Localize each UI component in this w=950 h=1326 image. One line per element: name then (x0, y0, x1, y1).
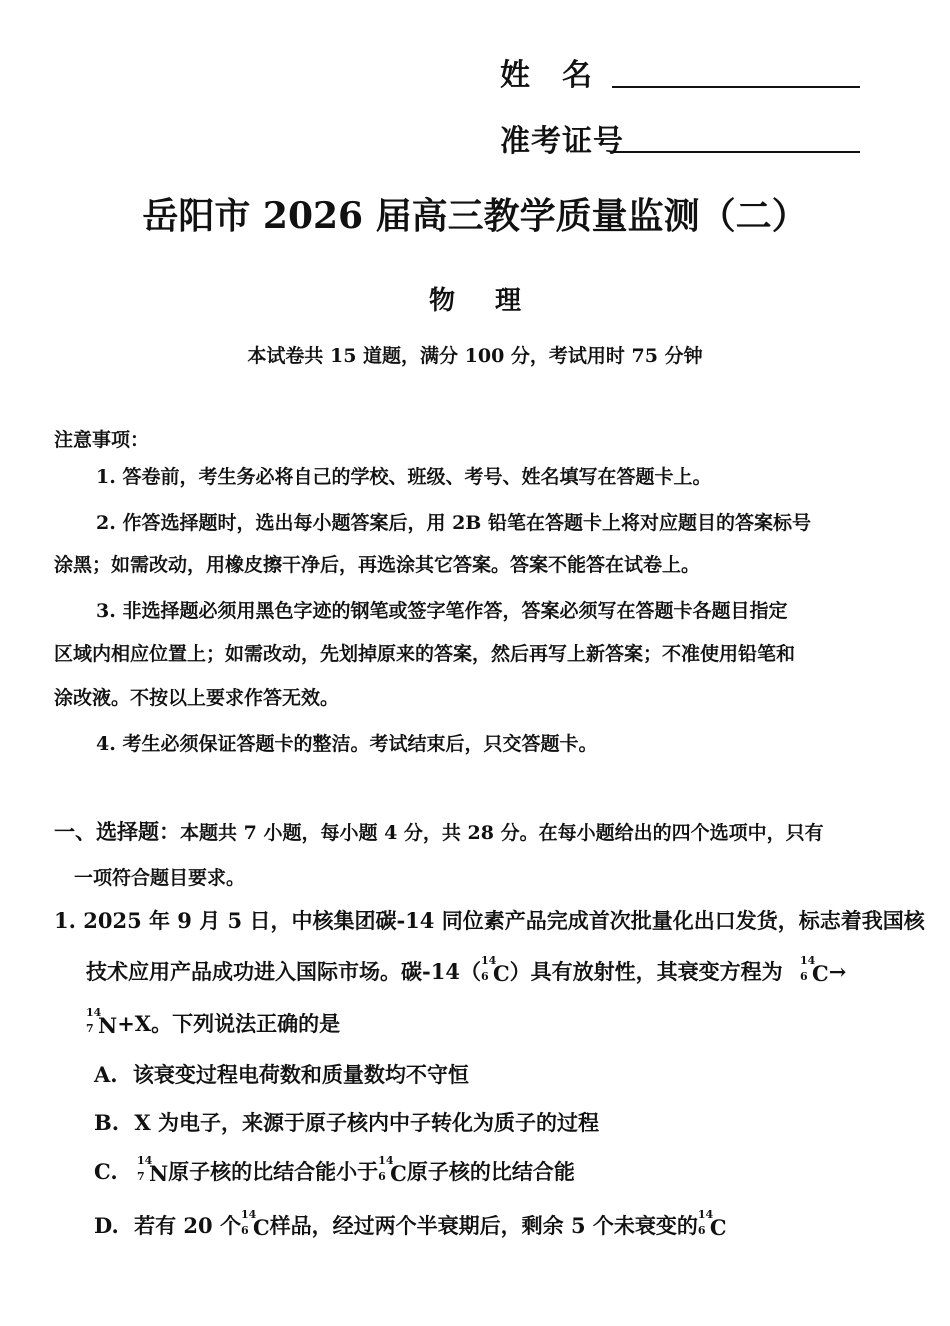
option-c-n14-symbol: N (148, 1161, 169, 1186)
option-d-c14a-symbol: C (252, 1215, 270, 1240)
q1-option-c[interactable] (94, 1154, 575, 1186)
q1-line-3-b: +X。下列说法正确的是 (117, 1011, 341, 1036)
option-c-c14-symbol: C (390, 1161, 407, 1186)
q1-option-a[interactable] (94, 1061, 469, 1089)
note-2-line-2: 涂黑；如需改动，用橡皮擦干净后，再选涂其它答案。答案不能答在试卷上。 (54, 554, 701, 576)
option-c-n14 (136, 1154, 169, 1186)
option-c-n14-mass: 14 (136, 1154, 153, 1167)
q1-line-1: 1. 2025 年 9 月 5 日，中核集团碳-14 同位素产品完成首次批量化出口发货，标志着我国核 (54, 908, 925, 933)
c14-symbol: C (492, 961, 510, 986)
option-d-text-a: 若有 20 个 (134, 1213, 241, 1238)
n14-symbol: N (98, 1013, 118, 1038)
notes-heading: 注意事项： (54, 429, 150, 451)
exam-info: 本试卷共 15 道题，满分 100 分，考试用时 75 分钟 (247, 345, 703, 367)
q1-line-2-b: ）具有放射性，其衰变方程为 (509, 959, 783, 984)
option-d-c14a-atomic: 6 (240, 1224, 249, 1237)
c14-isotope-equation (799, 954, 829, 986)
option-d-c14-b (697, 1208, 727, 1240)
n14-isotope (86, 1006, 118, 1038)
note-3-line-3: 涂改液。不按以上要求作答无效。 (54, 687, 340, 709)
c14-atomic: 6 (480, 970, 489, 983)
note-4-line-1: 4. 考生必须保证答题卡的整洁。考试结束后，只交答题卡。 (96, 733, 598, 755)
option-a-label: A. (94, 1062, 118, 1087)
q1-line-2 (86, 954, 847, 986)
note-3-line-2: 区域内相应位置上；如需改动，先划掉原来的答案，然后再写上新答案；不准使用铅笔和 (54, 643, 796, 665)
c14-eq-atomic: 6 (799, 970, 808, 983)
option-d-text-b: 样品，经过两个半衰期后，剩余 5 个未衰变的 (269, 1213, 698, 1238)
option-b-label: B. (94, 1110, 120, 1135)
section1-line-2: 一项符合题目要求。 (74, 867, 246, 889)
exam-title: 岳阳市 2026 届高三教学质量监测（二） (142, 195, 808, 237)
option-d-label: D. (94, 1213, 119, 1238)
section1-text-1: 本题共 7 小题，每小题 4 分，共 28 分。在每小题给出的四个选项中，只有 (180, 822, 824, 844)
exam-id-field-line[interactable] (612, 151, 860, 153)
section1-heading: 一、选择题： (54, 819, 180, 844)
c14-eq-symbol: C (811, 961, 829, 986)
q1-line-2-a: 技术应用产品成功进入国际市场。碳-14（ (86, 959, 481, 984)
note-2-line-1: 2. 作答选择题时，选出每小题答案后，用 2B 铅笔在答题卡上将对应题目的答案标号 (96, 512, 811, 534)
option-c-text-a: 原子核的比结合能小于 (168, 1159, 379, 1184)
option-b-text: X 为电子，来源于原子核内中子转化为质子的过程 (134, 1110, 599, 1135)
name-label: 姓 名 (500, 58, 593, 93)
subject-title: 物理 (428, 286, 561, 316)
section1-line-1 (54, 818, 824, 847)
option-c-n14-atomic: 7 (136, 1170, 145, 1183)
option-c-c14 (378, 1154, 407, 1186)
c14-eq-mass: 14 (799, 954, 816, 967)
c14-mass: 14 (480, 954, 497, 967)
note-3-line-1: 3. 非选择题必须用黑色字迹的钢笔或签字笔作答，答案必须写在答题卡各题目指定 (96, 600, 788, 622)
n14-atomic: 7 (86, 1022, 94, 1035)
q1-option-d[interactable] (94, 1208, 727, 1240)
n14-mass: 14 (86, 1006, 102, 1019)
name-field-line[interactable] (612, 86, 860, 88)
option-c-text-b: 原子核的比结合能 (406, 1159, 575, 1184)
decay-arrow: → (828, 959, 847, 984)
c14-isotope (480, 954, 510, 986)
q1-line-3 (86, 1006, 341, 1038)
option-d-c14b-mass: 14 (697, 1208, 714, 1221)
note-1-line-1: 1. 答卷前，考生务必将自己的学校、班级、考号、姓名填写在答题卡上。 (96, 466, 712, 488)
option-c-c14-mass: 14 (378, 1154, 394, 1167)
option-d-c14b-symbol: C (709, 1215, 727, 1240)
option-d-c14b-atomic: 6 (697, 1224, 706, 1237)
option-d-c14-a (240, 1208, 270, 1240)
option-c-label: C. (94, 1159, 118, 1184)
option-d-c14a-mass: 14 (240, 1208, 257, 1221)
option-a-text: 该衰变过程电荷数和质量数均不守恒 (132, 1062, 469, 1087)
q1-option-b[interactable] (94, 1109, 599, 1137)
exam-id-label: 准考证号 (500, 124, 624, 159)
option-c-c14-atomic: 6 (378, 1170, 386, 1183)
